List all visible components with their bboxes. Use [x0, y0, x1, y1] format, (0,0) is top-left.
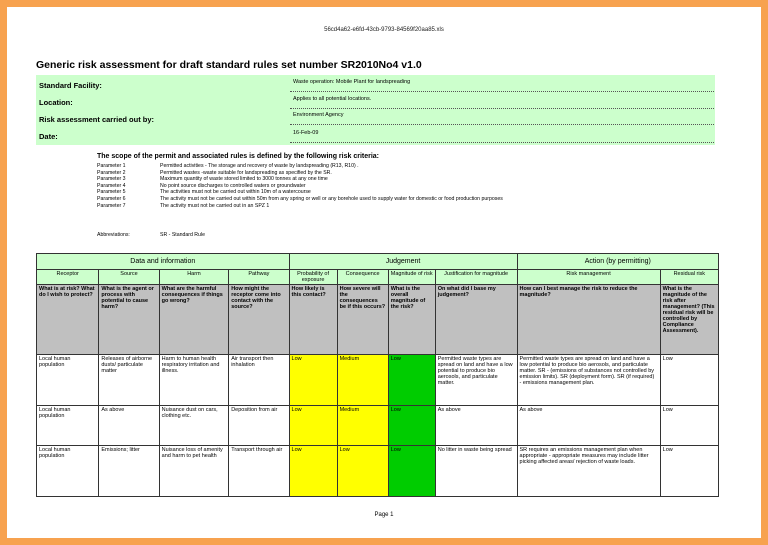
parameter-name: Parameter 1 — [97, 163, 126, 169]
cell-receptor: Local human population — [37, 355, 99, 406]
question-consequence: How severe will the consequences be if this occurs? — [337, 285, 388, 355]
cell-consequence: Medium — [337, 406, 388, 446]
col-harm: Harm — [159, 270, 229, 285]
col-receptor: Receptor — [37, 270, 99, 285]
question-pathway: How might the receptor come into contact with the source? — [229, 285, 289, 355]
cell-pathway: Air transport then inhalation — [229, 355, 289, 406]
parameter-name: Parameter 5 — [97, 189, 126, 196]
cell-justification: As above — [435, 406, 517, 446]
column-header-row — [37, 270, 719, 285]
question-row — [37, 285, 719, 355]
cell-source: Emissions; litter — [99, 446, 159, 497]
carried-out-by-value: Environment Agency — [290, 110, 714, 125]
cell-receptor: Local human population — [37, 406, 99, 446]
parameter-row — [97, 196, 503, 203]
page-number: Page 1 — [374, 512, 394, 518]
cell-source: Releases of airborne dusts/ particulate matter — [99, 355, 159, 406]
cell-magnitude: Low — [388, 446, 435, 497]
cell-pathway: Deposition from air — [229, 406, 289, 446]
col-source: Source — [99, 270, 159, 285]
cell-source: As above — [99, 406, 159, 446]
cell-receptor: Local human population — [37, 446, 99, 497]
cell-risk-management: As above — [517, 406, 660, 446]
cell-pathway: Transport through air — [229, 446, 289, 497]
question-residual-risk: What is the magnitude of the risk after management? (This residual risk will be controlled by Compliance Assessment). — [660, 285, 718, 355]
info-row-date — [36, 127, 715, 144]
parameter-text: Maximum quantity of waste stored limited to 3000 tonnes at any one time — [160, 176, 328, 183]
cell-risk-management: Permitted waste types are spread on land and have a low potential to produce bio aerosols, and particulate matter. SR - (emissions of substances not controlled by emission limits). SR (deployment form). SR (if required) - emissions management plan. — [517, 355, 660, 406]
parameter-text: The activity must not be carried out in an SPZ 1 — [160, 202, 270, 209]
facility-label: Standard Facility: — [39, 81, 102, 90]
spreadsheet-page — [7, 7, 761, 538]
cell-probability: Low — [289, 446, 337, 497]
question-source: What is the agent or process with potential to cause harm? — [99, 285, 159, 355]
col-consequence: Consequence — [337, 270, 388, 285]
parameter-text: The activities must not be carried out within 10m of a watercourse — [160, 189, 311, 196]
cell-residual-risk: Low — [660, 355, 718, 406]
col-residual-risk: Residual risk — [660, 270, 718, 285]
cell-harm: Harm to human health respiratory irritation and illness. — [159, 355, 229, 406]
cell-harm: Nuisance loss of amenity and harm to pet health — [159, 446, 229, 497]
col-probability: Probability of exposure — [289, 270, 337, 285]
info-row-location — [36, 93, 715, 110]
cell-consequence: Low — [337, 446, 388, 497]
risk-assessment-table — [36, 253, 719, 497]
question-magnitude: What is the overall magnitude of the risk? — [388, 285, 435, 355]
carried-out-by-label: Risk assessment carried out by: — [39, 115, 155, 124]
location-value: Applies to all potential locations. — [290, 94, 714, 109]
cell-consequence: Medium — [337, 355, 388, 406]
question-receptor: What is at risk? What do I wish to protect? — [37, 285, 99, 355]
cell-residual-risk: Low — [660, 446, 718, 497]
table-row — [37, 355, 719, 406]
question-probability: How likely is this contact? — [289, 285, 337, 355]
parameter-row — [97, 170, 503, 177]
group-action: Action (by permitting) — [517, 254, 718, 270]
cell-magnitude: Low — [388, 355, 435, 406]
location-label: Location: — [39, 98, 73, 107]
file-name: 56cd4a62-e6fd-43cb-9793-84569f20aa85.xls — [324, 27, 444, 33]
cell-probability: Low — [289, 355, 337, 406]
question-harm: What are the harmful consequences if things go wrong? — [159, 285, 229, 355]
group-data-information: Data and information — [37, 254, 290, 270]
parameter-row — [97, 189, 503, 196]
date-label: Date: — [39, 132, 58, 141]
parameter-row — [97, 203, 503, 210]
info-row-carried-out-by — [36, 110, 715, 127]
facility-info-block — [36, 75, 715, 145]
parameter-name: Parameter 6 — [97, 195, 126, 202]
cell-magnitude: Low — [388, 406, 435, 446]
parameter-text: Permitted wastes -waste suitable for landspreading as specified by the SR. — [160, 169, 332, 176]
question-justification: On what did I base my judgement? — [435, 285, 517, 355]
abbreviations-text: SR - Standard Rule — [160, 232, 205, 238]
parameter-list — [97, 163, 503, 209]
parameter-name: Parameter 7 — [97, 202, 126, 209]
scope-title: The scope of the permit and associated rules is defined by the following risk criteria: — [97, 153, 380, 160]
parameter-text: The activity must not be carried out within 50m from any spring or well or any borehole used to supply water for domestic or food production purposes — [160, 195, 503, 202]
cell-justification: No litter in waste being spread — [435, 446, 517, 497]
col-magnitude: Magnitude of risk — [388, 270, 435, 285]
cell-probability: Low — [289, 406, 337, 446]
col-pathway: Pathway — [229, 270, 289, 285]
parameter-text: Permitted activities - The storage and recovery of waste by landspreading (R13, R10) . — [160, 163, 359, 169]
parameter-name: Parameter 4 — [97, 182, 126, 189]
cell-residual-risk: Low — [660, 406, 718, 446]
info-row-facility — [36, 76, 715, 93]
cell-justification: Permitted waste types are spread on land and have a low potential to produce bio aerosols, and particulate matter. — [435, 355, 517, 406]
page-title: Generic risk assessment for draft standard rules set number SR2010No4 v1.0 — [36, 59, 422, 71]
abbreviations-label: Abbreviations: — [97, 232, 130, 238]
facility-value: Waste operation: Mobile Plant for landspreading — [290, 77, 714, 92]
table-row — [37, 446, 719, 497]
col-justification: Justification for magnitude — [435, 270, 517, 285]
cell-risk-management: SR requires an emissions management plan when appropriate - appropriate measures may include litter picking affected areas/ rejection of waste loads. — [517, 446, 660, 497]
group-header-row — [37, 254, 719, 270]
parameter-text: No point source discharges to controlled waters or groundwater — [160, 182, 306, 189]
parameter-row — [97, 183, 503, 190]
parameter-name: Parameter 2 — [97, 169, 126, 176]
parameter-row — [97, 163, 503, 170]
date-value: 16-Feb-09 — [290, 128, 714, 143]
cell-harm: Nuisance dust on cars, clothing etc. — [159, 406, 229, 446]
table-row — [37, 406, 719, 446]
col-risk-management: Risk management — [517, 270, 660, 285]
question-risk-management: How can I best manage the risk to reduce the magnitude? — [517, 285, 660, 355]
group-judgement: Judgement — [289, 254, 517, 270]
abbreviations — [97, 232, 205, 238]
parameter-row — [97, 176, 503, 183]
parameter-name: Parameter 3 — [97, 176, 126, 183]
